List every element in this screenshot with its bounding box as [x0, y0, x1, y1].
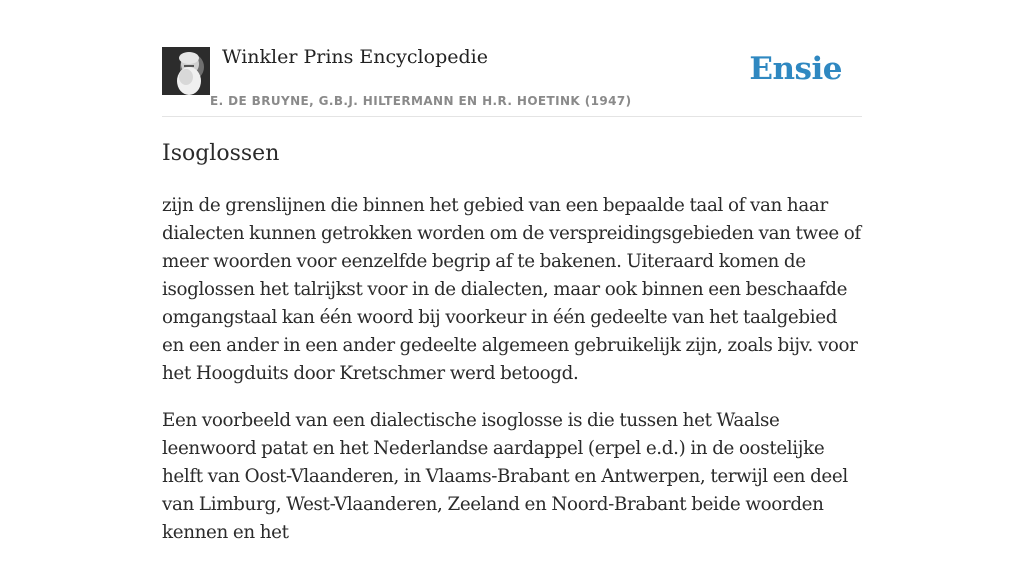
author-portrait-icon[interactable] [162, 47, 210, 95]
site-header [162, 0, 862, 117]
article-paragraph: Een voorbeeld van een dialectische isoglosse is die tussen het Waalse leenwoord patat en het Nederlandse aardappel (erpel e.d.) in de oostelijke helft van Oost-Vlaanderen, in Vlaams-Brabant en Antwerpen, terwijl een deel van Limburg, West-Vlaanderen, Zeeland en Noord-Brabant beide woorden kennen en het [162, 410, 848, 543]
ensie-logo[interactable]: Ensie [749, 51, 842, 87]
article-page [162, 0, 862, 543]
publication-authors: E. DE BRUYNE, G.B.J. HILTERMANN EN H.R. HOETINK (1947) [210, 94, 632, 108]
article-paragraph: zijn de grenslijnen die binnen het gebied van een bepaalde taal of van haar dialecten kunnen getrokken worden om de verspreidingsgebieden van twee of meer woorden voor eenzelfde begrip af te bakenen. Uiteraard komen de isoglossen het talrijkst voor in de dialecten, maar ook binnen een beschaafde omgangstaal kan één woord bij voorkeur in één gedeelte van het taalgebied en een ander in een ander gedeelte algemeen gebruikelijk zijn, zoals bijv. voor het Hoogduits door Kretschmer werd betoogd. [162, 195, 861, 384]
publication-title[interactable]: Winkler Prins Encyclopedie [222, 46, 488, 68]
article-body [162, 192, 862, 566]
article-title: Isoglossen [162, 141, 280, 166]
